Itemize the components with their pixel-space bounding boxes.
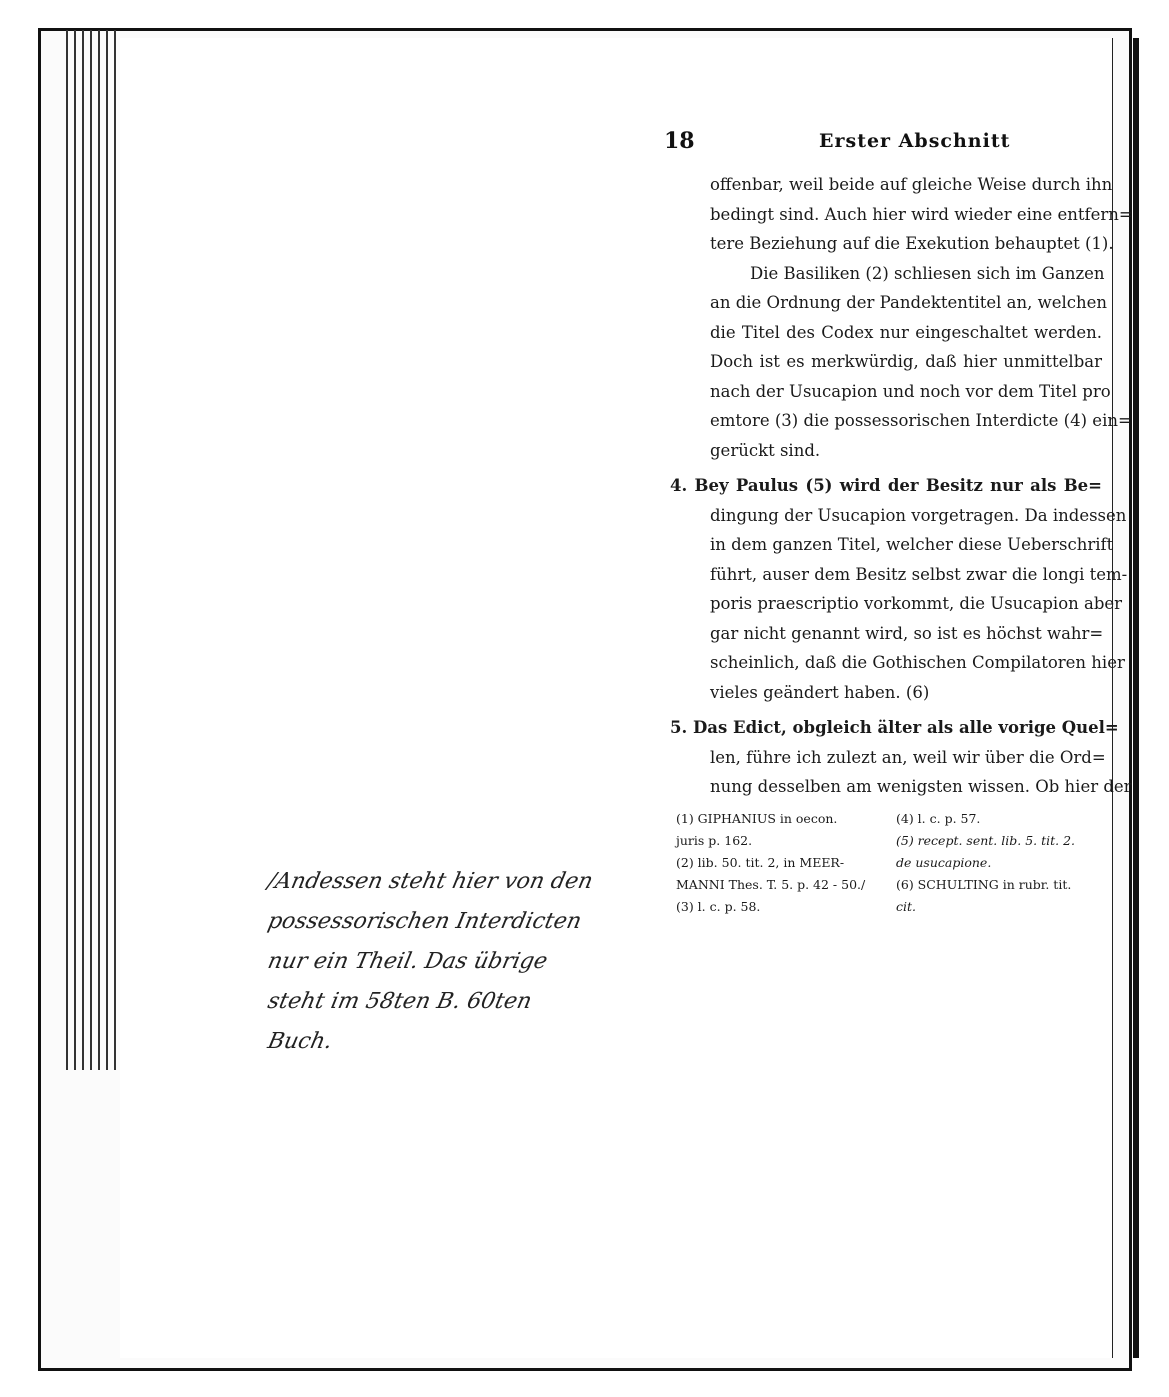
body-line: len, führe ich zulezt an, weil wir über die Ord=	[710, 747, 1106, 767]
footnote-line: (5) recept. sent. lib. 5. tit. 2.	[896, 833, 1076, 848]
footnote-line: cit.	[896, 899, 916, 914]
footnote-line: (1) GIPHANIUS in oecon.	[676, 811, 838, 826]
body-line: tere Beziehung auf die Exekution behauptet (1).	[710, 234, 1114, 253]
body-line: vieles geändert haben. (6)	[710, 682, 930, 702]
body-line: poris praescriptio vorkommt, die Usucapion aber	[710, 594, 1123, 613]
handwritten-line: Buch.	[265, 1029, 335, 1054]
body-line: die Titel des Codex nur eingeschaltet werden.	[710, 322, 1102, 342]
body-line: nach der Usucapion und noch vor dem Titel pro	[710, 381, 1111, 401]
footnotes-right-column	[896, 808, 1101, 918]
footnote-line: (3) l. c. p. 58.	[676, 899, 761, 914]
footnote-line: juris p. 162.	[676, 833, 753, 848]
body-line: scheinlich, daß die Gothischen Compilatoren hier	[710, 653, 1125, 672]
body-line: 4. Bey Paulus (5) wird der Besitz nur als Be=	[670, 476, 1102, 495]
body-line: 5. Das Edict, obgleich älter als alle vorige Quel=	[670, 718, 1119, 737]
body-text	[670, 170, 1133, 802]
right-page-edge	[1111, 38, 1139, 1358]
body-line: gerückt sind.	[710, 440, 821, 460]
body-line: emtore (3) die possessorischen Interdicte (4) ein=	[710, 411, 1132, 430]
running-head: Erster Abschnitt	[819, 130, 1011, 152]
body-line: führt, auser dem Besitz selbst zwar die longi tem-	[710, 564, 1128, 584]
body-line: in dem ganzen Titel, welcher diese Ueberschrift	[710, 535, 1114, 554]
body-line: offenbar, weil beide auf gleiche Weise durch ihn	[710, 175, 1113, 194]
body-line: dingung der Usucapion vorgetragen. Da indessen	[710, 505, 1127, 525]
body-line: Die Basiliken (2) schliesen sich im Ganzen	[750, 263, 1105, 283]
handwritten-line: steht im 58ten B. 60ten	[265, 989, 535, 1014]
body-line: an die Ordnung der Pandektentitel an, welchen	[710, 293, 1108, 312]
handwritten-line: possessorischen Interdicten	[265, 909, 584, 934]
body-line: gar nicht genannt wird, so ist es höchst wahr=	[710, 623, 1104, 643]
footnote-line: (4) l. c. p. 57.	[896, 811, 981, 826]
page-edges	[66, 30, 122, 1070]
body-line: Doch ist es merkwürdig, daß hier unmittelbar	[710, 352, 1102, 371]
body-line: bedingt sind. Auch hier wird wieder eine entfern=	[710, 204, 1133, 224]
handwritten-line: nur ein Theil. Das übrige	[265, 949, 550, 974]
handwritten-line: /Andessen steht hier von den	[265, 869, 596, 894]
footnote-line: MANNI Thes. T. 5. p. 42 - 50./	[676, 877, 866, 892]
body-line: nung desselben am wenigsten wissen. Ob hier der	[710, 777, 1132, 796]
footnote-line: de usucapione.	[896, 855, 992, 870]
footnote-line: (2) lib. 50. tit. 2, in MEER-	[676, 855, 845, 870]
page-number: 18	[664, 128, 695, 154]
footnote-line: (6) SCHULTING in rubr. tit.	[896, 877, 1072, 892]
footnotes-left-column	[676, 808, 881, 918]
handwritten-note	[265, 862, 628, 1062]
